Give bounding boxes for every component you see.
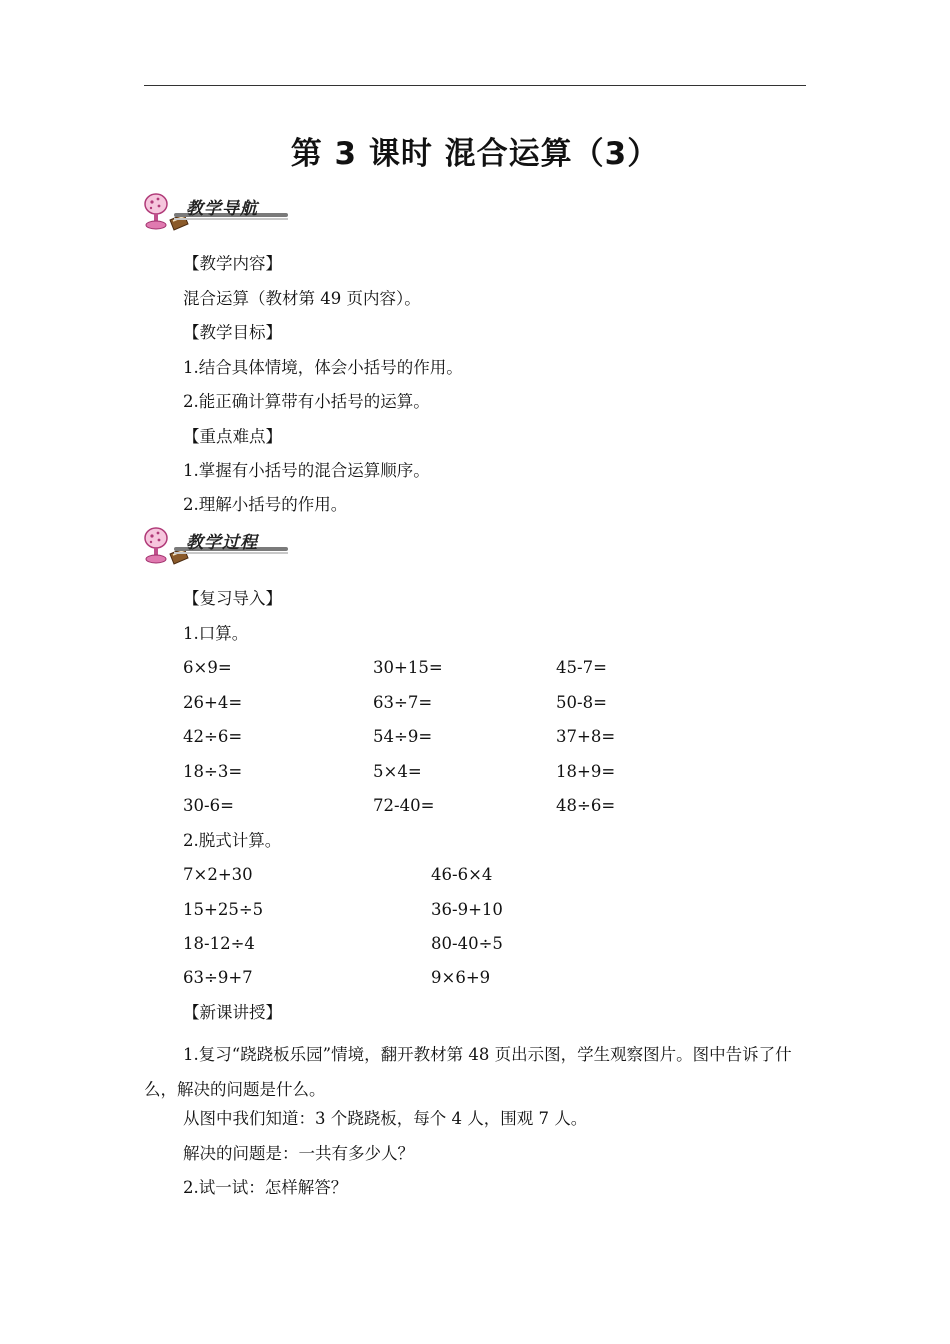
oral-item: 37+8=	[556, 727, 616, 746]
oral-item: 50-8=	[556, 693, 607, 712]
oral-item: 30+15=	[373, 658, 443, 677]
content-heading: 【教学内容】	[183, 254, 282, 273]
review-heading: 【复习导入】	[183, 589, 282, 608]
oral-title: 1.口算。	[183, 624, 249, 643]
oral-item: 72-40=	[373, 796, 435, 815]
step-item: 7×2+30	[183, 865, 253, 884]
oral-item: 5×4=	[373, 762, 422, 781]
top-rule	[144, 85, 806, 86]
step-item: 80-40÷5	[431, 934, 503, 953]
goal-1: 1.结合具体情境，体会小括号的作用。	[183, 358, 463, 377]
nav-banner-label: 教学导航	[186, 199, 258, 219]
step-item: 9×6+9	[431, 968, 491, 987]
newlesson-heading: 【新课讲授】	[183, 1003, 282, 1022]
step-item: 46-6×4	[431, 865, 493, 884]
step-item: 15+25÷5	[183, 900, 264, 919]
oral-item: 42÷6=	[183, 727, 243, 746]
oral-item: 63÷7=	[373, 693, 433, 712]
step-item: 18-12÷4	[183, 934, 255, 953]
process-banner	[140, 524, 300, 572]
key-2: 2.理解小括号的作用。	[183, 495, 348, 514]
page-title: 第 3 课时 混合运算（3）	[290, 136, 660, 172]
newlesson-para-2: 从图中我们知道：3 个跷跷板，每个 4 人，围观 7 人。	[183, 1109, 588, 1128]
key-1: 1.掌握有小括号的混合运算顺序。	[183, 461, 430, 480]
step-item: 36-9+10	[431, 900, 503, 919]
oral-item: 6×9=	[183, 658, 232, 677]
oral-item: 45-7=	[556, 658, 607, 677]
key-heading: 【重点难点】	[183, 427, 282, 446]
newlesson-para-3: 解决的问题是：一共有多少人？	[183, 1144, 414, 1163]
newlesson-para-4: 2.试一试：怎样解答？	[183, 1178, 348, 1197]
content-text: 混合运算（教材第 49 页内容）。	[183, 289, 421, 308]
goal-2: 2.能正确计算带有小括号的运算。	[183, 392, 430, 411]
oral-item: 18÷3=	[183, 762, 243, 781]
step-item: 63÷9+7	[183, 968, 253, 987]
goals-heading: 【教学目标】	[183, 323, 282, 342]
oral-item: 54÷9=	[373, 727, 433, 746]
step-title: 2.脱式计算。	[183, 831, 282, 850]
oral-item: 26+4=	[183, 693, 243, 712]
oral-item: 30-6=	[183, 796, 234, 815]
oral-item: 18+9=	[556, 762, 616, 781]
nav-banner	[140, 190, 300, 238]
oral-item: 48÷6=	[556, 796, 616, 815]
newlesson-para-1: 1.复习“跷跷板乐园”情境，翻开教材第 48 页出示图，学生观察图片。图中告诉了什么，解决的问题是什么。	[144, 1045, 792, 1099]
process-banner-label: 教学过程	[186, 533, 258, 553]
